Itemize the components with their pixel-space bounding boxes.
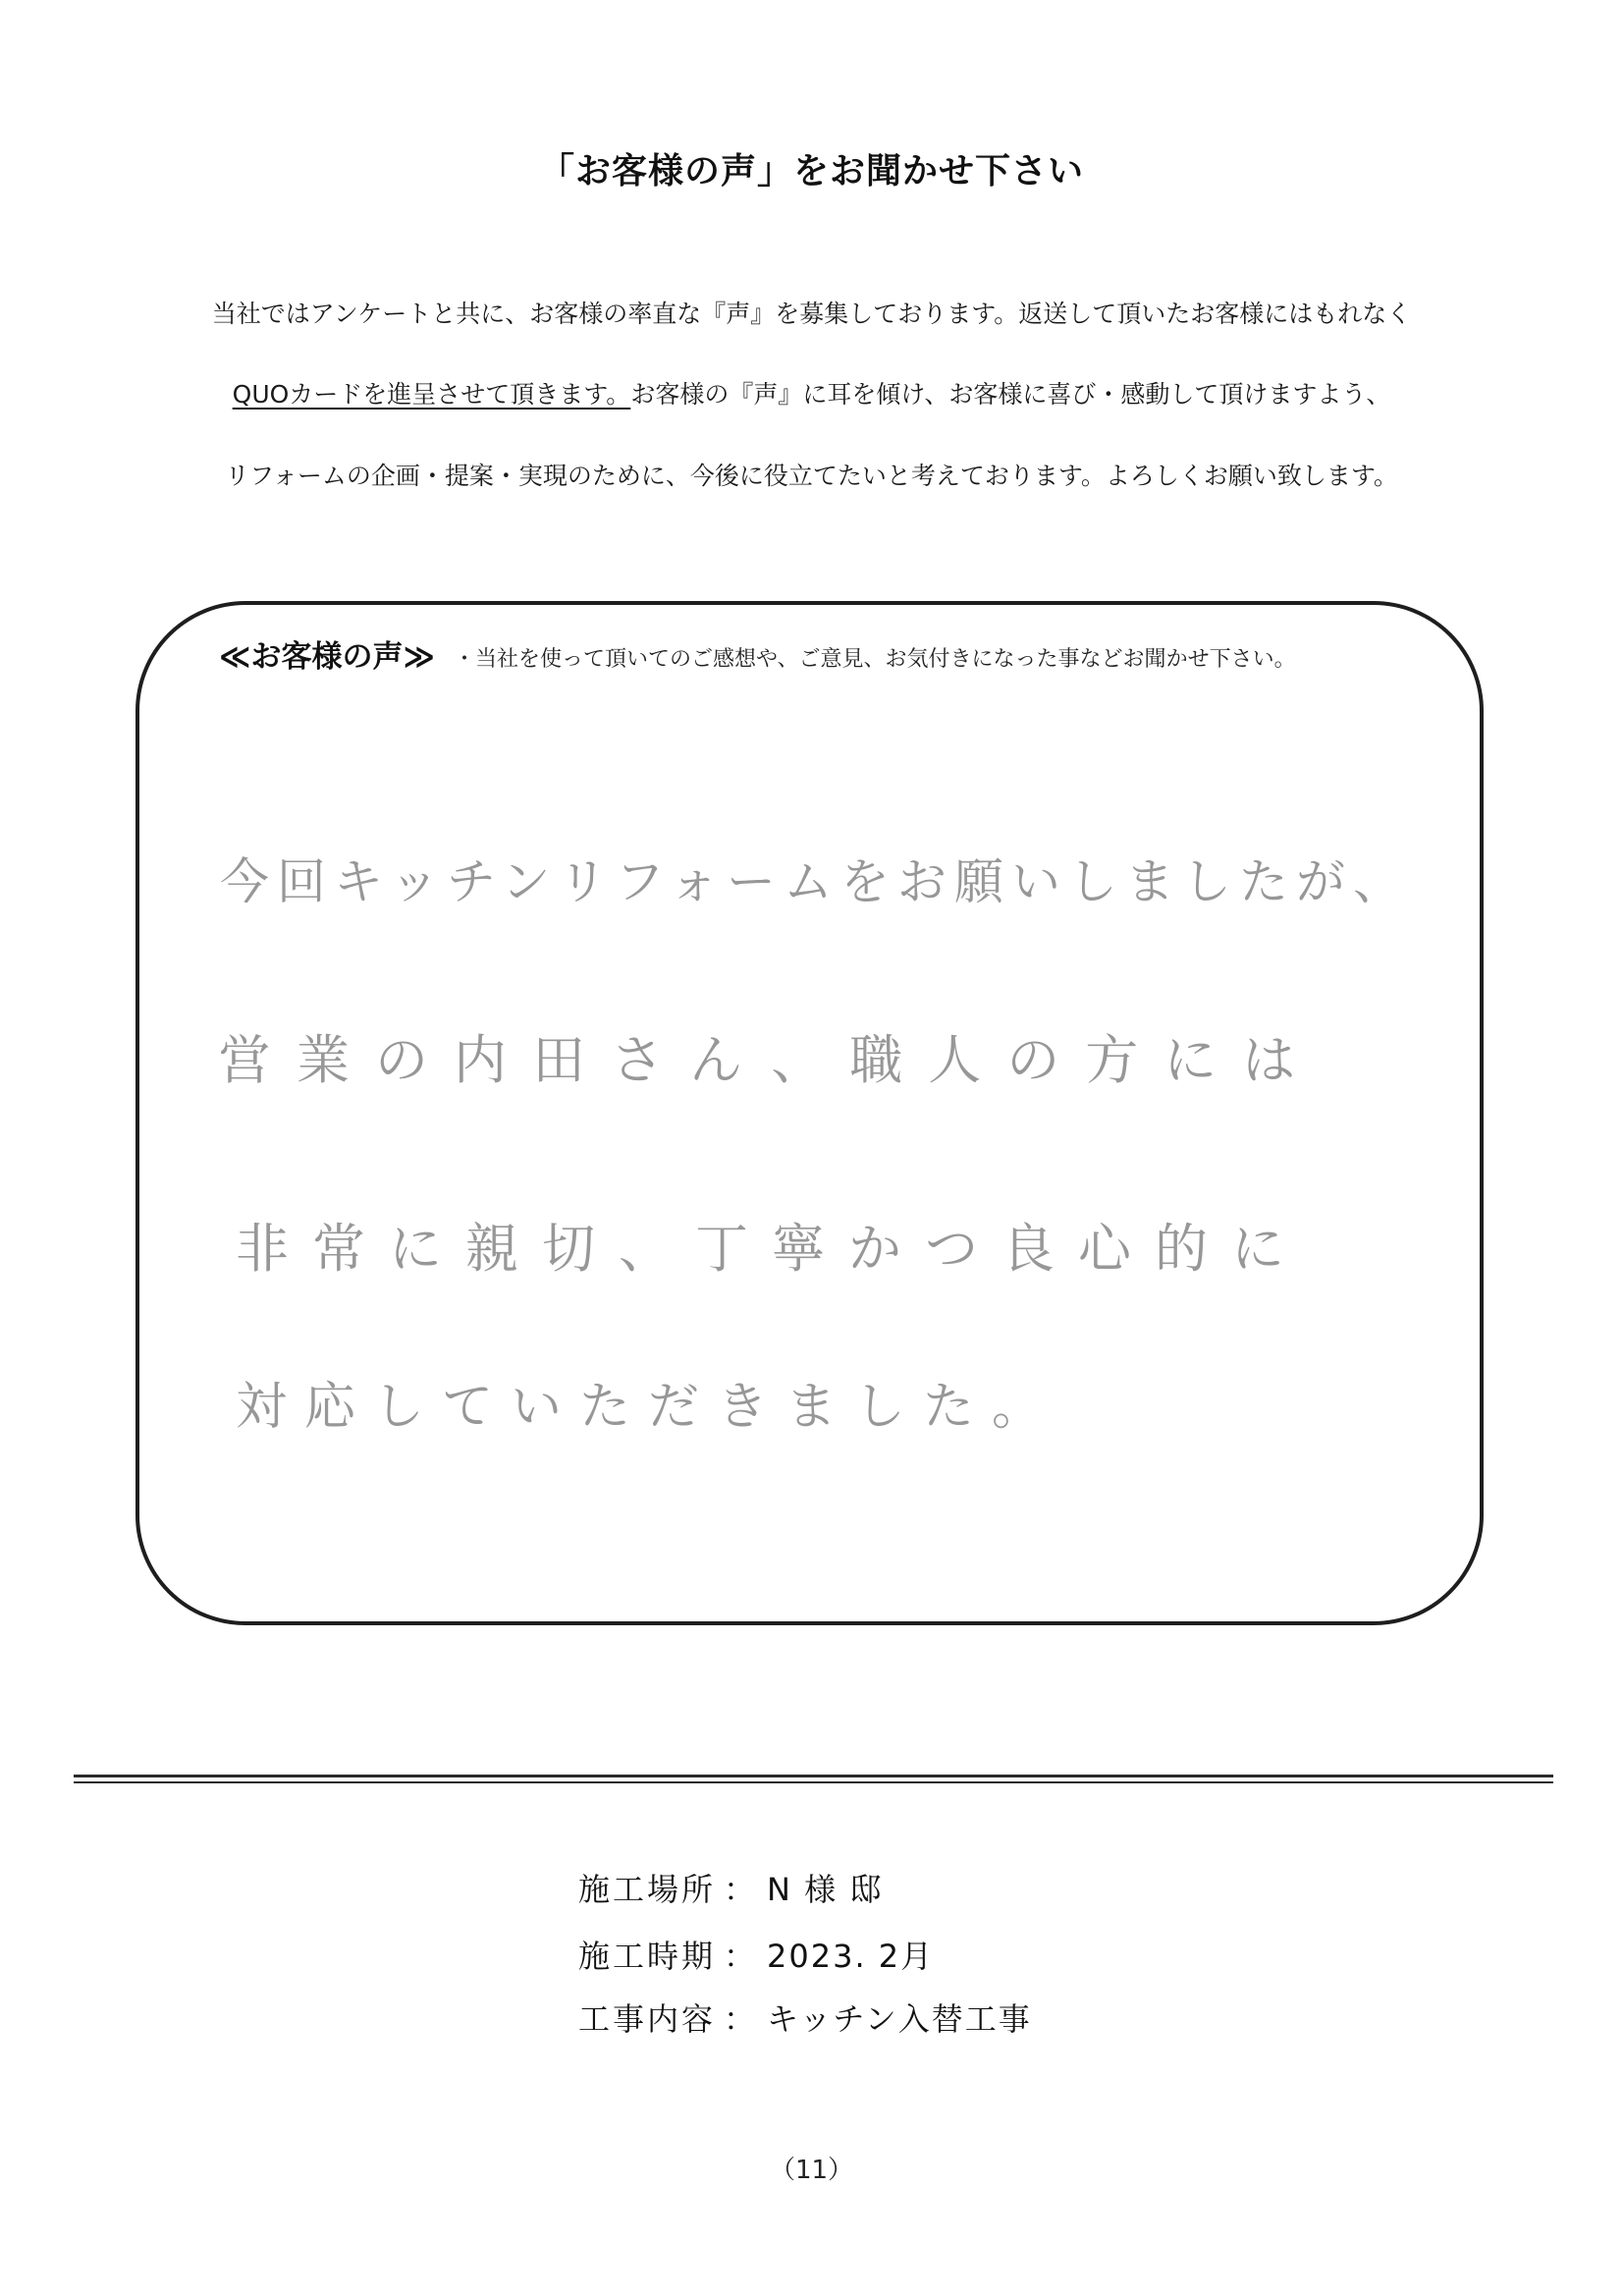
detail-separator: ： [724, 1938, 756, 1975]
detail-separator: ： [724, 2000, 756, 2038]
handwritten-line: 非常に親切、丁寧かつ良心的に [236, 1218, 1308, 1280]
double-rule-top [74, 1775, 1553, 1777]
voice-box-instruction: ・当社を使って頂いてのご感想や、ご意見、お気付きになった事などお聞かせ下さい。 [454, 647, 1296, 672]
handwritten-line: 今回キッチンリフォームをお願いしましたが、 [220, 853, 1410, 910]
handwritten-line: 営業の内田さん、職人の方には [218, 1029, 1322, 1091]
intro-line-2-rest: お客様の『声』に耳を傾け、お客様に喜び・感動して頂けますよう、 [630, 380, 1391, 409]
customer-voice-box [135, 601, 1484, 1625]
intro-line-1: 当社ではアンケートと共に、お客様の率直な『声』を募集しております。返送して頂いたお客様にはもれなく [211, 300, 1412, 328]
intro-line-3: リフォームの企画・提案・実現のために、今後に役立てたいと考えております。よろしくお願い致します。 [225, 462, 1398, 490]
intro-line-2 [0, 379, 1623, 410]
page-title: 「お客様の声」をお聞かせ下さい [538, 151, 1084, 191]
voice-box-heading: ≪お客様の声≫ [219, 639, 435, 675]
detail-value: キッチン入替工事 [767, 2000, 1032, 2038]
page-number: （11） [769, 2156, 854, 2185]
detail-label: 工事内容 [578, 2000, 717, 2038]
double-rule-bottom [74, 1781, 1553, 1783]
quo-card-notice: QUOカードを進呈させて頂きます。 [232, 380, 631, 409]
detail-separator: ： [724, 1871, 756, 1908]
detail-label: 施工時期 [578, 1938, 717, 1975]
handwritten-line: 対応していただきました。 [236, 1378, 1061, 1437]
detail-label: 施工場所 [578, 1871, 717, 1908]
detail-value: 2023. 2月 [767, 1938, 935, 1975]
detail-value: N 様 邸 [767, 1871, 884, 1908]
